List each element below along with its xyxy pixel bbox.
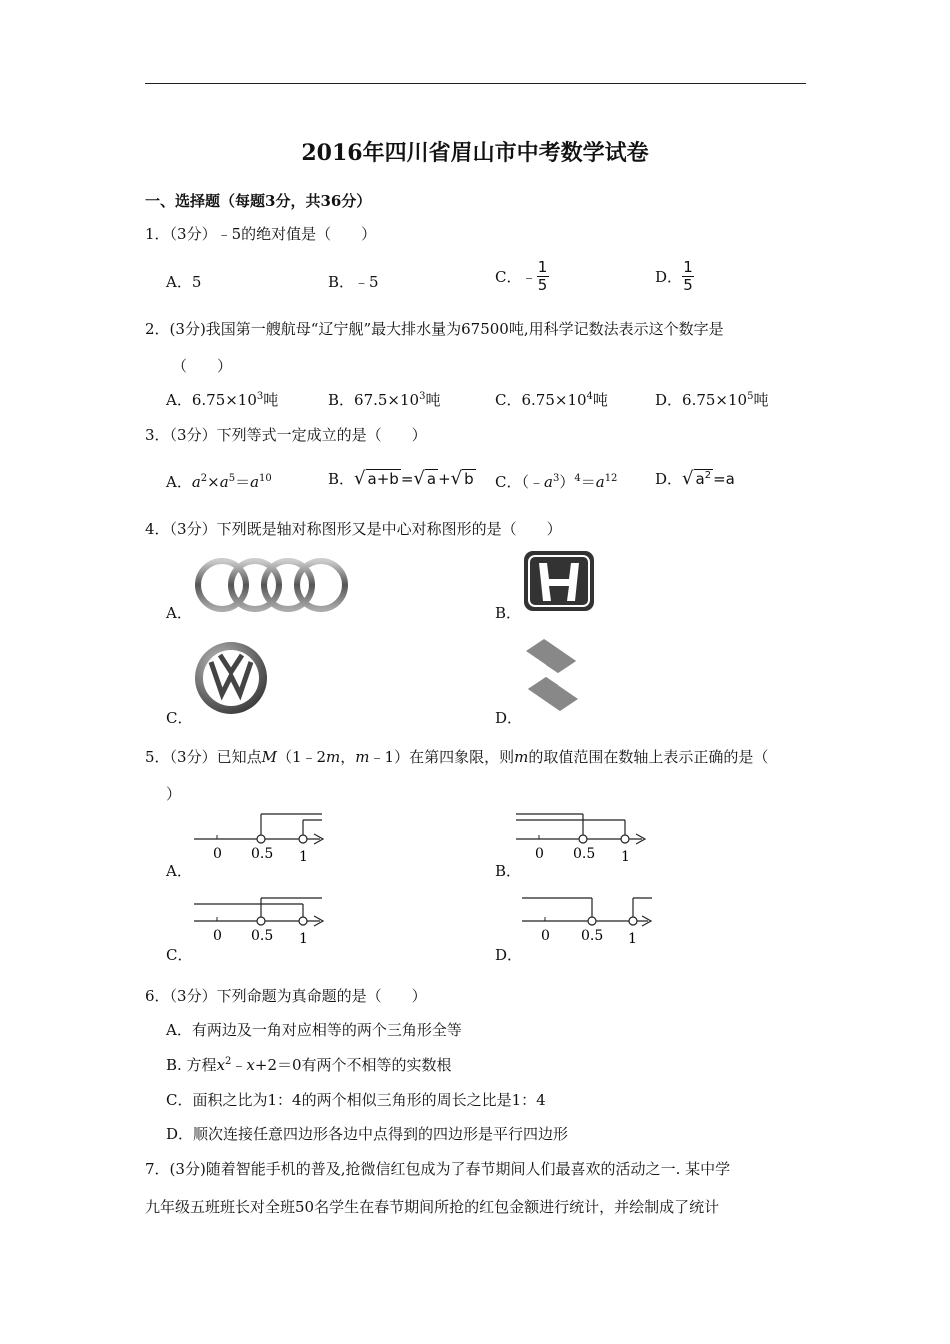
q7-stem-line2: 九年级五班班长对全班50名学生在春节期间所抢的红包金额进行统计，并绘制成了统计 [145,1198,720,1216]
radical-icon: √ [354,468,366,489]
q3-c-pow: 4 [574,473,581,484]
q3-stem: 3．（3分）下列等式一定成立的是（ ） [145,426,427,444]
q3-option-d[interactable] [655,468,735,489]
tick-label: 0.5 [573,846,596,862]
q3-b-radicand1: a+b [367,470,399,488]
q3-a-exp1: 2 [200,473,208,484]
tick-label: 0 [535,846,544,862]
suzuki-logo-icon [522,637,582,713]
q3-a-eq: ＝ [235,473,251,491]
tick-label: 1 [299,849,308,864]
q1-option-b[interactable]: B．﹣5 [328,273,379,291]
volkswagen-logo-icon [193,640,269,716]
audi-logo-icon [192,553,352,617]
q1-option-c[interactable] [495,259,549,294]
q3-d-eq: =a [713,470,735,488]
q5-stem-mid1: （1﹣2 [276,748,327,766]
header-rule [145,83,806,84]
q1-c-label: C． [495,268,522,286]
q2-a-exp: 3 [256,391,264,402]
q3-a-var2: a [219,473,229,491]
q1-c-fraction [537,259,549,294]
q3-b-radicand3: b [464,470,474,488]
q5-option-b[interactable]: B． [495,862,522,880]
q5-var-m1: m [326,748,341,766]
q3-option-c[interactable] [495,471,617,492]
q3-d-label: D． [655,470,683,488]
tick-label: 1 [299,931,308,947]
q5-option-c[interactable]: C． [166,946,193,964]
q5-var-m-point: M [261,748,277,766]
q6-stem: 6．（3分）下列命题为真命题的是（ ） [145,987,427,1005]
q2-d-unit: 吨 [753,391,769,409]
q2-a-base: A．6.75×10 [166,391,257,409]
q6-option-a[interactable]: A．有两边及一角对应相等的两个三角形全等 [166,1021,462,1039]
q3-d-radicand [694,469,714,488]
q6-b-minus: ﹣ [231,1056,247,1074]
tick-label: 0.5 [581,928,604,944]
q1-option-d[interactable] [655,259,694,294]
q3-a-var: a [191,473,201,491]
tick-label: 0 [541,928,550,944]
q1-d-label: D． [655,268,683,286]
q1-c-den: 5 [537,276,548,294]
q4-option-b[interactable]: B． [495,604,522,622]
q3-c-exp: 3 [552,473,560,484]
q3-c-eq: ＝ [580,473,596,491]
q3-c-exp2: 12 [604,473,618,484]
q3-c-var2: a [595,473,605,491]
q3-b-eq: = [400,470,414,488]
q3-a-label: A． [166,473,192,491]
q1-c-num: 1 [537,258,548,276]
q2-d-exp: 5 [747,391,754,402]
q3-b-plus: + [438,470,451,488]
q5-option-d[interactable]: D． [495,946,523,964]
q1-c-sign: ﹣ [521,268,537,286]
q3-d-var: a [695,470,705,488]
number-line-c [190,893,330,949]
q6-option-d[interactable]: D．顺次连接任意四边形各边中点得到的四边形是平行四边形 [166,1125,569,1143]
q2-a-unit: 吨 [263,391,279,409]
honda-logo-icon [522,549,596,613]
tick-label: 0.5 [251,928,274,944]
q3-a-exp3: 10 [259,473,272,484]
q2-stem: 2．(3分)我国第一艘航母“辽宁舰”最大排水量为67500吨,用科学记数法表示这个数字是 [145,320,724,338]
tick-label: 0.5 [251,846,274,862]
q2-option-b[interactable] [328,389,440,410]
q4-option-c[interactable]: C． [166,709,193,727]
q3-a-var3: a [250,473,260,491]
number-line-a [190,808,330,864]
q2-paren: （ ） [172,357,233,375]
q2-b-base: B．67.5×10 [328,391,420,409]
number-line-b [512,808,652,864]
radical-icon: √ [450,468,463,489]
q5-close-paren: ） [166,785,182,803]
radical-icon: √ [682,468,694,489]
q2-option-d[interactable] [655,389,768,410]
q6-option-c[interactable]: C．面积之比为1：4的两个相似三角形的周长之比是1：4 [166,1091,546,1109]
q5-var-m3: m [514,748,529,766]
q5-stem-mid3: ﹣1）在第四象限，则 [369,748,515,766]
q3-option-b[interactable] [328,468,476,489]
q6-b-var2: x [246,1056,255,1074]
number-line-d [518,893,658,949]
tick-label: 0 [213,928,222,944]
section-heading: 一、选择题（每题3分，共36分） [145,192,372,210]
q2-c-exp: 4 [586,391,593,402]
q2-option-a[interactable] [166,389,278,410]
q6-b-post: +2＝0有两个不相等的实数根 [254,1056,452,1074]
q2-option-c[interactable] [495,389,608,410]
q4-stem: 4．（3分）下列既是轴对称图形又是中心对称图形的是（ ） [145,520,562,538]
q3-b-label: B． [328,470,355,488]
q1-d-num: 1 [683,258,693,276]
tick-label: 1 [621,849,630,864]
q3-b-radicand2: a [426,470,437,488]
q2-c-unit: 吨 [592,391,608,409]
q3-c-label: C． [495,473,522,491]
q5-stem-post: 的取值范围在数轴上表示正确的是（ [528,748,769,766]
q1-d-fraction [682,259,694,294]
q5-stem-mid2: ， [340,748,356,766]
radical-icon: √ [413,468,425,489]
q2-c-base: C．6.75×10 [495,391,587,409]
q6-b-exp: 2 [225,1056,232,1067]
q2-b-exp: 3 [419,391,426,402]
q3-d-exp: 2 [704,470,712,481]
q5-stem [145,746,768,767]
q2-d-base: D．6.75×10 [655,391,748,409]
q4-option-d[interactable]: D． [495,709,523,727]
q3-a-exp2: 5 [228,473,236,484]
q1-d-den: 5 [683,276,693,294]
q5-var-m2: m [355,748,370,766]
q3-c-open: （﹣ [521,473,544,491]
q3-c-close: ） [559,473,575,491]
tick-label: 0 [213,846,222,862]
q1-option-a[interactable]: A．5 [166,273,202,291]
q3-c-var: a [544,473,553,491]
q6-option-b[interactable] [166,1054,452,1075]
page-title: 2016年四川省眉山市中考数学试卷 [301,140,649,166]
q4-option-a[interactable]: A． [166,604,192,622]
tick-label: 1 [628,931,637,947]
q6-b-pre: B. 方程 [166,1056,217,1074]
q3-option-a[interactable] [166,471,272,492]
q3-a-times: × [207,473,220,491]
q5-stem-pre: 5．（3分）已知点 [145,748,262,766]
q2-b-unit: 吨 [425,391,441,409]
q5-option-a[interactable]: A． [166,862,192,880]
q7-stem-line1: 7．(3分)随着智能手机的普及,抢微信红包成为了春节期间人们最喜欢的活动之一. 某中学 [145,1160,731,1178]
q1-stem: 1．（3分）﹣5的绝对值是（ ） [145,225,377,243]
q6-b-var: x [216,1056,226,1074]
